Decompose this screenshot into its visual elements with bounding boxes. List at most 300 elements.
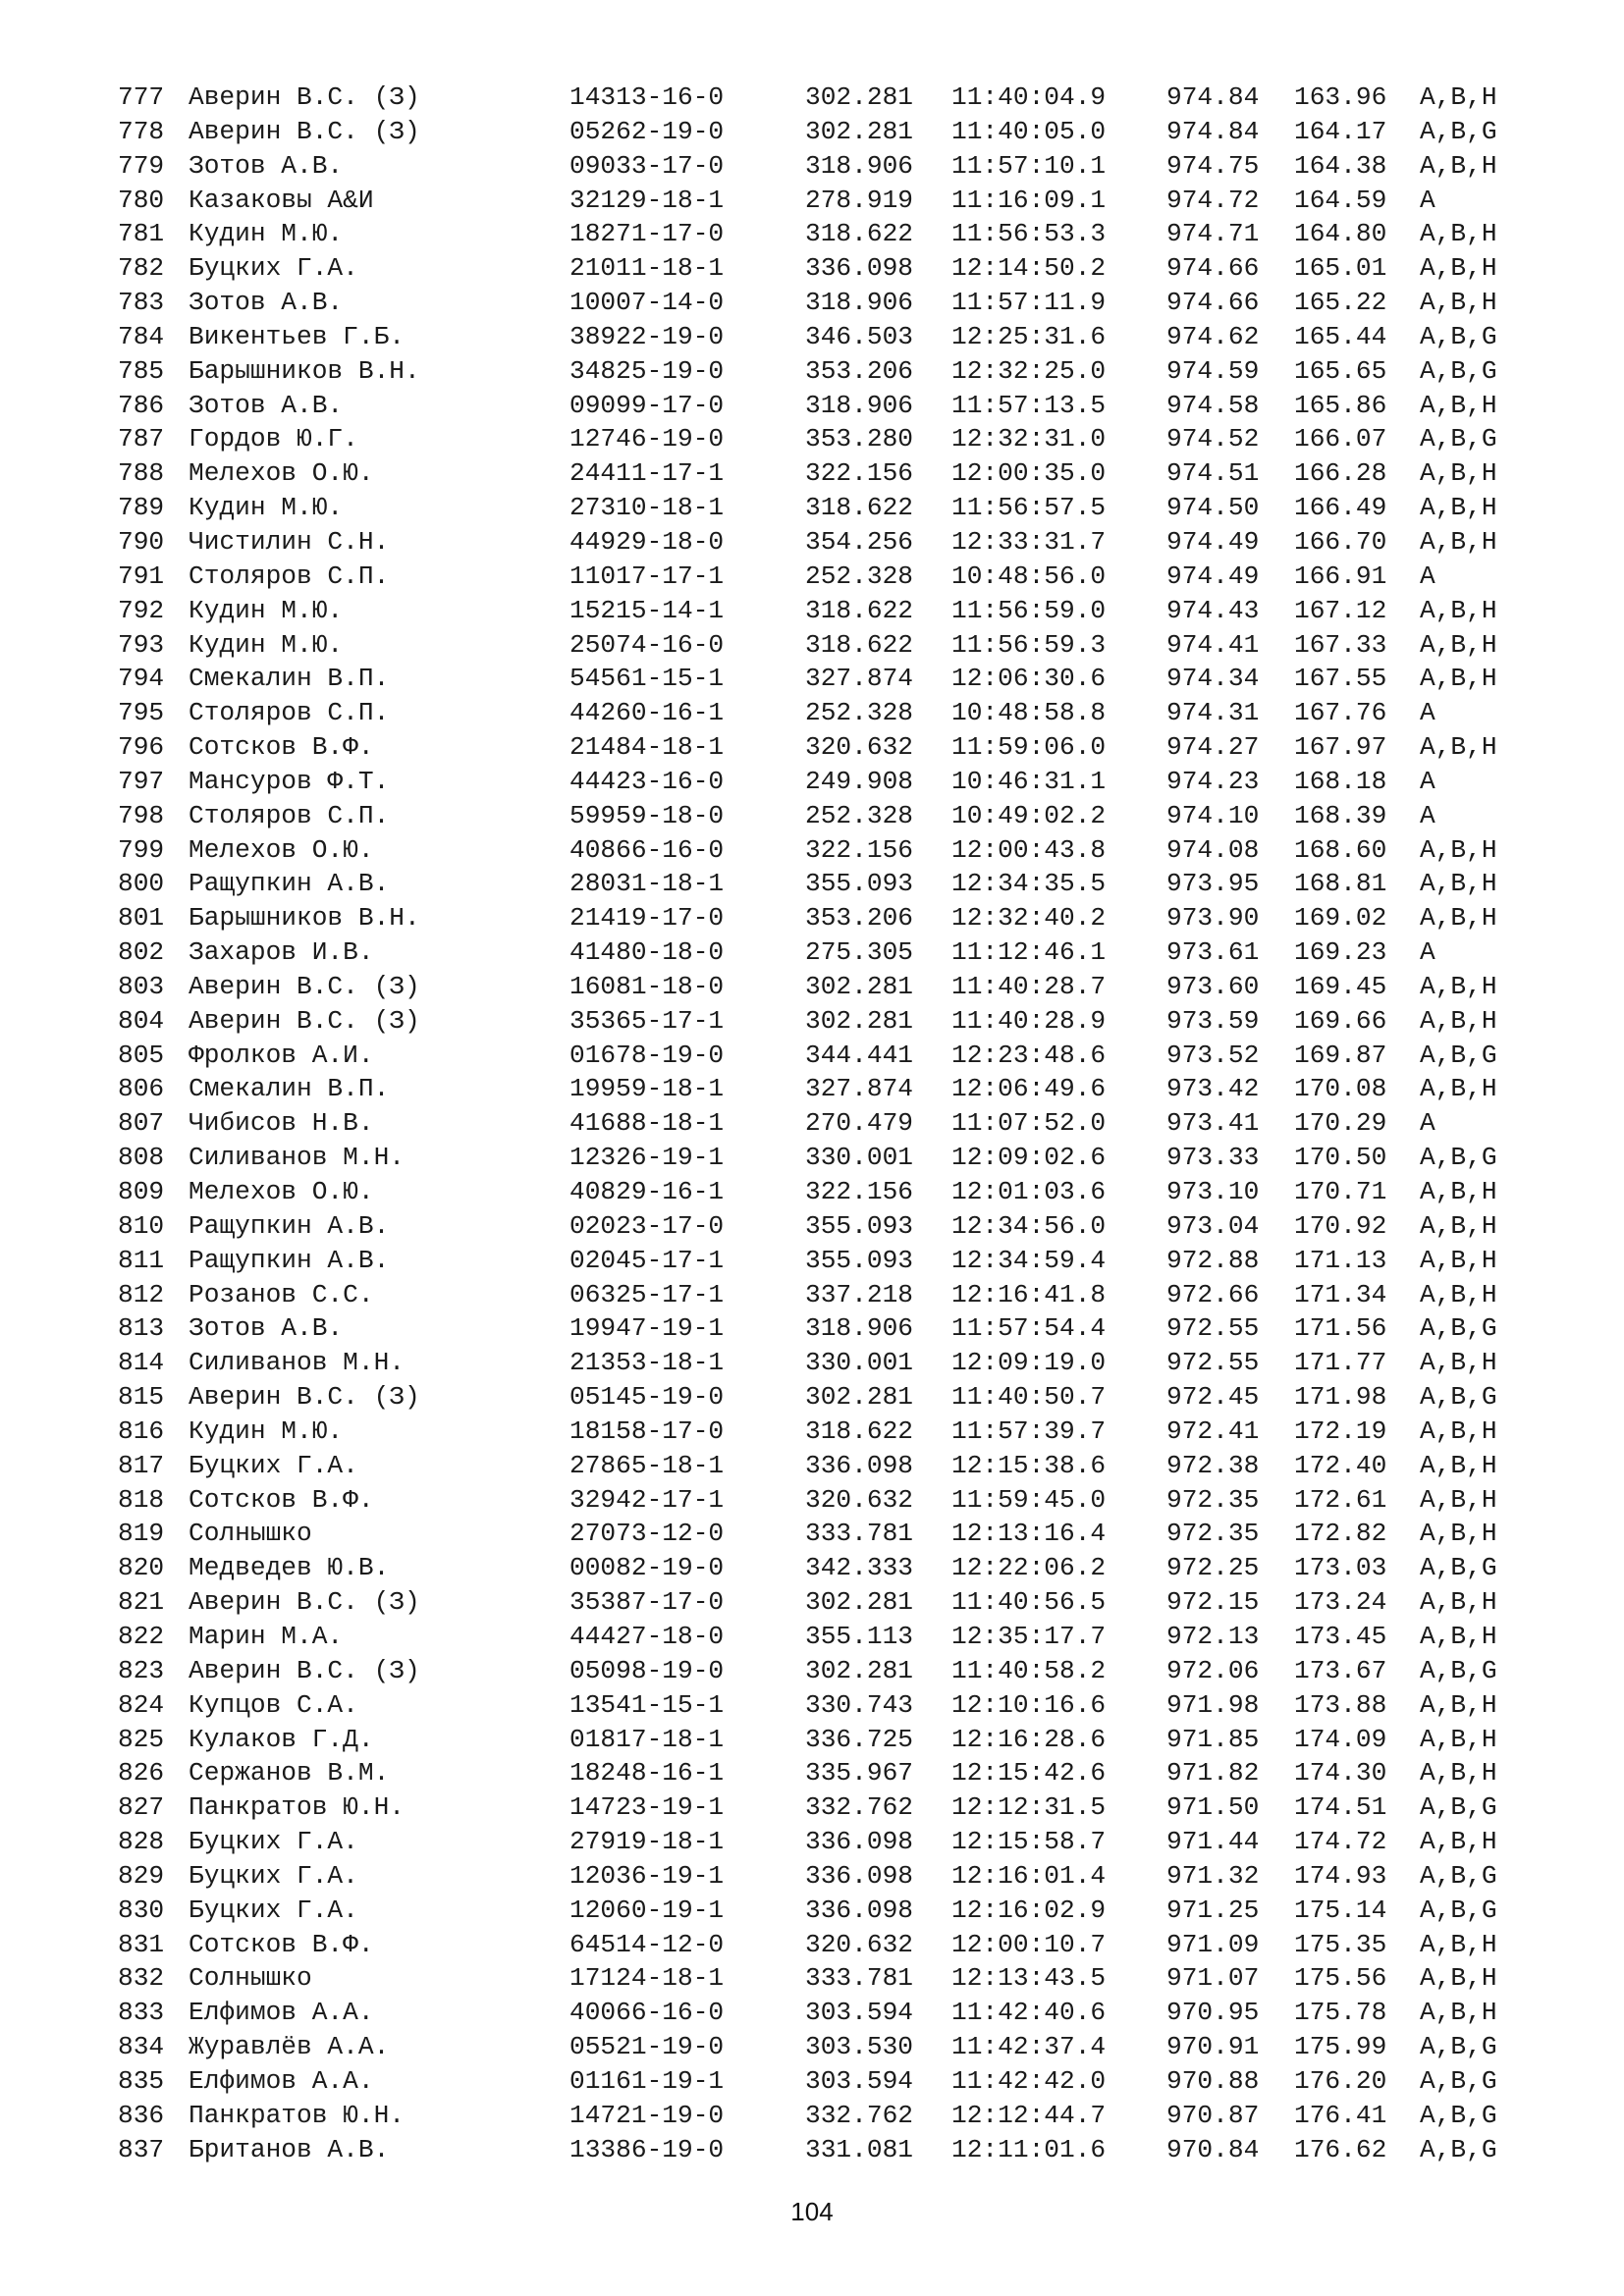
fancier-name: Розанов С.С. xyxy=(189,1279,374,1309)
arrival-time: 12:34:35.5 xyxy=(951,869,1107,899)
fancier-name: Столяров С.П. xyxy=(189,561,390,591)
points: 169.02 xyxy=(1294,903,1387,934)
result-number: 825 xyxy=(118,1724,165,1754)
fancier-name: Кудин М.Ю. xyxy=(189,1415,344,1446)
distance: 330.001 xyxy=(805,1348,914,1378)
speed: 972.66 xyxy=(1166,1279,1260,1309)
fancier-name: Барышников В.Н. xyxy=(189,355,420,386)
result-number: 778 xyxy=(118,116,165,146)
table-row xyxy=(118,1825,1522,1859)
arrival-time: 11:40:28.7 xyxy=(951,971,1107,1001)
classes: A,B,H xyxy=(1420,82,1497,112)
fancier-name: Зотов А.В. xyxy=(189,1313,344,1344)
fancier-name: Солнышко xyxy=(189,1963,312,1994)
fancier-name: Елфимов А.А. xyxy=(189,2065,374,2096)
points: 176.20 xyxy=(1294,2065,1387,2096)
points: 168.60 xyxy=(1294,834,1387,865)
distance: 336.098 xyxy=(805,253,914,284)
distance: 302.281 xyxy=(805,1382,914,1413)
points: 174.09 xyxy=(1294,1724,1387,1754)
fancier-name: Аверин В.С. (З) xyxy=(189,1382,420,1413)
distance: 318.906 xyxy=(805,390,914,420)
classes: A,B,H xyxy=(1420,595,1497,625)
page-number: 104 xyxy=(790,2197,834,2226)
speed: 974.31 xyxy=(1166,698,1260,728)
distance: 335.967 xyxy=(805,1758,914,1789)
result-number: 808 xyxy=(118,1143,165,1173)
speed: 971.07 xyxy=(1166,1963,1260,1994)
points: 167.33 xyxy=(1294,629,1387,660)
result-number: 812 xyxy=(118,1279,165,1309)
ring-number: 06325-17-1 xyxy=(569,1279,725,1309)
result-number: 811 xyxy=(118,1245,165,1275)
distance: 336.098 xyxy=(805,1895,914,1925)
speed: 974.10 xyxy=(1166,800,1260,830)
fancier-name: Аверин В.С. (З) xyxy=(189,1005,420,1036)
result-number: 824 xyxy=(118,1689,165,1720)
speed: 974.72 xyxy=(1166,185,1260,215)
points: 174.72 xyxy=(1294,1827,1387,1857)
table-row xyxy=(118,765,1522,799)
distance: 336.098 xyxy=(805,1860,914,1891)
ring-number: 21484-18-1 xyxy=(569,732,725,763)
ring-number: 44929-18-0 xyxy=(569,526,725,557)
table-row xyxy=(118,217,1522,251)
result-number: 790 xyxy=(118,526,165,557)
distance: 355.093 xyxy=(805,1245,914,1275)
classes: A,B,G xyxy=(1420,355,1497,386)
table-row xyxy=(118,1244,1522,1278)
ring-number: 10007-14-0 xyxy=(569,288,725,318)
fancier-name: Елфимов А.А. xyxy=(189,1998,374,2028)
arrival-time: 11:07:52.0 xyxy=(951,1108,1107,1139)
table-row xyxy=(118,184,1522,218)
classes: A,B,H xyxy=(1420,629,1497,660)
speed: 972.15 xyxy=(1166,1587,1260,1618)
classes: A xyxy=(1420,1108,1435,1139)
arrival-time: 12:16:01.4 xyxy=(951,1860,1107,1891)
arrival-time: 12:15:58.7 xyxy=(951,1827,1107,1857)
table-row xyxy=(118,1175,1522,1209)
ring-number: 00082-19-0 xyxy=(569,1553,725,1583)
result-number: 837 xyxy=(118,2134,165,2164)
table-row xyxy=(118,560,1522,594)
result-number: 780 xyxy=(118,185,165,215)
result-number: 796 xyxy=(118,732,165,763)
points: 164.17 xyxy=(1294,116,1387,146)
table-row xyxy=(118,1346,1522,1380)
classes: A,B,G xyxy=(1420,321,1497,351)
fancier-name: Кудин М.Ю. xyxy=(189,595,344,625)
classes: A,B,G xyxy=(1420,1860,1497,1891)
fancier-name: Мелехов О.Ю. xyxy=(189,1177,374,1206)
speed: 973.95 xyxy=(1166,869,1260,899)
classes: A,B,H xyxy=(1420,1998,1497,2028)
classes: A,B,H xyxy=(1420,1450,1497,1480)
speed: 970.88 xyxy=(1166,2065,1260,2096)
table-row xyxy=(118,354,1522,389)
points: 173.03 xyxy=(1294,1553,1387,1583)
result-number: 815 xyxy=(118,1382,165,1413)
points: 176.41 xyxy=(1294,2100,1387,2130)
ring-number: 19947-19-1 xyxy=(569,1313,725,1344)
speed: 974.59 xyxy=(1166,355,1260,386)
arrival-time: 11:42:42.0 xyxy=(951,2065,1107,2096)
points: 173.45 xyxy=(1294,1621,1387,1651)
speed: 972.88 xyxy=(1166,1245,1260,1275)
ring-number: 28031-18-1 xyxy=(569,869,725,899)
ring-number: 09033-17-0 xyxy=(569,150,725,181)
arrival-time: 12:23:48.6 xyxy=(951,1040,1107,1070)
points: 169.23 xyxy=(1294,937,1387,968)
table-row xyxy=(118,1723,1522,1757)
distance: 355.093 xyxy=(805,869,914,899)
fancier-name: Захаров И.В. xyxy=(189,937,374,968)
fancier-name: Гордов Ю.Г. xyxy=(189,424,358,454)
distance: 344.441 xyxy=(805,1040,914,1070)
ring-number: 14721-19-0 xyxy=(569,2100,725,2130)
ring-number: 12060-19-1 xyxy=(569,1895,725,1925)
arrival-time: 10:46:31.1 xyxy=(951,766,1107,796)
distance: 327.874 xyxy=(805,1074,914,1104)
arrival-time: 12:32:25.0 xyxy=(951,355,1107,386)
fancier-name: Солнышко xyxy=(189,1519,312,1549)
points: 175.35 xyxy=(1294,1929,1387,1959)
speed: 973.52 xyxy=(1166,1040,1260,1070)
table-row xyxy=(118,799,1522,833)
distance: 318.622 xyxy=(805,1415,914,1446)
speed: 974.34 xyxy=(1166,664,1260,694)
ring-number: 32129-18-1 xyxy=(569,185,725,215)
distance: 302.281 xyxy=(805,971,914,1001)
classes: A,B,H xyxy=(1420,1689,1497,1720)
table-row xyxy=(118,935,1522,970)
speed: 972.35 xyxy=(1166,1484,1260,1515)
classes: A,B,H xyxy=(1420,219,1497,249)
distance: 330.001 xyxy=(805,1143,914,1173)
table-row xyxy=(118,525,1522,560)
table-row xyxy=(118,970,1522,1004)
distance: 302.281 xyxy=(805,1655,914,1685)
ring-number: 35365-17-1 xyxy=(569,1005,725,1036)
distance: 318.622 xyxy=(805,219,914,249)
arrival-time: 12:14:50.2 xyxy=(951,253,1107,284)
arrival-time: 12:32:31.0 xyxy=(951,424,1107,454)
classes: A,B,G xyxy=(1420,1143,1497,1173)
ring-number: 21011-18-1 xyxy=(569,253,725,284)
points: 169.66 xyxy=(1294,1005,1387,1036)
classes: A,B,H xyxy=(1420,1963,1497,1994)
ring-number: 18158-17-0 xyxy=(569,1415,725,1446)
arrival-time: 11:40:50.7 xyxy=(951,1382,1107,1413)
arrival-time: 12:13:16.4 xyxy=(951,1519,1107,1549)
distance: 252.328 xyxy=(805,800,914,830)
arrival-time: 10:48:58.8 xyxy=(951,698,1107,728)
ring-number: 41480-18-0 xyxy=(569,937,725,968)
classes: A,B,G xyxy=(1420,1382,1497,1413)
speed: 971.98 xyxy=(1166,1689,1260,1720)
classes: A xyxy=(1420,800,1435,830)
classes: A,B,H xyxy=(1420,1758,1497,1789)
speed: 974.27 xyxy=(1166,732,1260,763)
points: 172.40 xyxy=(1294,1450,1387,1480)
points: 166.91 xyxy=(1294,561,1387,591)
table-row xyxy=(118,1654,1522,1688)
ring-number: 21419-17-0 xyxy=(569,903,725,934)
ring-number: 14313-16-0 xyxy=(569,82,725,112)
classes: A,B,H xyxy=(1420,150,1497,181)
result-number: 834 xyxy=(118,2032,165,2062)
result-number: 826 xyxy=(118,1758,165,1789)
fancier-name: Буцких Г.А. xyxy=(189,253,358,284)
table-row xyxy=(118,80,1522,115)
fancier-name: Мансуров Ф.Т. xyxy=(189,766,390,796)
ring-number: 16081-18-0 xyxy=(569,971,725,1001)
table-row xyxy=(118,1449,1522,1483)
fancier-name: Британов А.В. xyxy=(189,2134,390,2164)
table-row xyxy=(118,594,1522,628)
arrival-time: 12:10:16.6 xyxy=(951,1689,1107,1720)
points: 171.56 xyxy=(1294,1313,1387,1344)
distance: 336.098 xyxy=(805,1450,914,1480)
points: 164.38 xyxy=(1294,150,1387,181)
fancier-name: Чистилин С.Н. xyxy=(189,526,390,557)
classes: A,B,G xyxy=(1420,2032,1497,2062)
classes: A,B,G xyxy=(1420,1895,1497,1925)
speed: 974.84 xyxy=(1166,82,1260,112)
distance: 320.632 xyxy=(805,1484,914,1515)
speed: 973.61 xyxy=(1166,937,1260,968)
classes: A,B,H xyxy=(1420,664,1497,694)
ring-number: 17124-18-1 xyxy=(569,1963,725,1994)
speed: 974.51 xyxy=(1166,458,1260,489)
result-number: 835 xyxy=(118,2065,165,2096)
arrival-time: 12:15:42.6 xyxy=(951,1758,1107,1789)
arrival-time: 12:06:30.6 xyxy=(951,664,1107,694)
points: 174.30 xyxy=(1294,1758,1387,1789)
classes: A,B,H xyxy=(1420,1484,1497,1515)
table-row xyxy=(118,115,1522,149)
arrival-time: 12:16:28.6 xyxy=(951,1724,1107,1754)
result-number: 813 xyxy=(118,1313,165,1344)
arrival-time: 11:57:13.5 xyxy=(951,390,1107,420)
ring-number: 01678-19-0 xyxy=(569,1040,725,1070)
ring-number: 40866-16-0 xyxy=(569,834,725,865)
result-number: 799 xyxy=(118,834,165,865)
table-row xyxy=(118,867,1522,901)
distance: 346.503 xyxy=(805,321,914,351)
speed: 973.10 xyxy=(1166,1177,1260,1206)
distance: 336.098 xyxy=(805,1827,914,1857)
result-number: 801 xyxy=(118,903,165,934)
classes: A,B,H xyxy=(1420,253,1497,284)
speed: 972.38 xyxy=(1166,1450,1260,1480)
fancier-name: Столяров С.П. xyxy=(189,800,390,830)
table-row xyxy=(118,628,1522,663)
classes: A,B,H xyxy=(1420,1415,1497,1446)
classes: A,B,H xyxy=(1420,1074,1497,1104)
result-number: 828 xyxy=(118,1827,165,1857)
arrival-time: 12:13:43.5 xyxy=(951,1963,1107,1994)
speed: 971.85 xyxy=(1166,1724,1260,1754)
fancier-name: Казаковы А&И xyxy=(189,185,374,215)
ring-number: 05521-19-0 xyxy=(569,2032,725,2062)
speed: 971.32 xyxy=(1166,1860,1260,1891)
distance: 337.218 xyxy=(805,1279,914,1309)
result-number: 803 xyxy=(118,971,165,1001)
table-row xyxy=(118,1072,1522,1106)
result-number: 836 xyxy=(118,2100,165,2130)
classes: A,B,H xyxy=(1420,1245,1497,1275)
classes: A,B,H xyxy=(1420,458,1497,489)
table-row xyxy=(118,1585,1522,1620)
result-number: 786 xyxy=(118,390,165,420)
classes: A,B,G xyxy=(1420,116,1497,146)
arrival-time: 12:00:35.0 xyxy=(951,458,1107,489)
speed: 972.13 xyxy=(1166,1621,1260,1651)
classes: A,B,H xyxy=(1420,1005,1497,1036)
speed: 974.84 xyxy=(1166,116,1260,146)
classes: A xyxy=(1420,766,1435,796)
ring-number: 32942-17-1 xyxy=(569,1484,725,1515)
table-row xyxy=(118,696,1522,730)
ring-number: 54561-15-1 xyxy=(569,664,725,694)
speed: 970.95 xyxy=(1166,1998,1260,2028)
arrival-time: 11:57:10.1 xyxy=(951,150,1107,181)
ring-number: 24411-17-1 xyxy=(569,458,725,489)
classes: A,B,G xyxy=(1420,2100,1497,2130)
points: 166.49 xyxy=(1294,493,1387,523)
table-row xyxy=(118,2099,1522,2133)
fancier-name: Кудин М.Ю. xyxy=(189,629,344,660)
result-number: 829 xyxy=(118,1860,165,1891)
result-number: 802 xyxy=(118,937,165,968)
result-number: 817 xyxy=(118,1450,165,1480)
arrival-time: 10:49:02.2 xyxy=(951,800,1107,830)
distance: 320.632 xyxy=(805,732,914,763)
arrival-time: 11:57:39.7 xyxy=(951,1415,1107,1446)
speed: 972.06 xyxy=(1166,1655,1260,1685)
distance: 252.328 xyxy=(805,698,914,728)
result-number: 800 xyxy=(118,869,165,899)
arrival-time: 12:33:31.7 xyxy=(951,526,1107,557)
speed: 974.58 xyxy=(1166,390,1260,420)
table-row xyxy=(118,901,1522,935)
fancier-name: Марин М.А. xyxy=(189,1621,344,1651)
speed: 973.33 xyxy=(1166,1143,1260,1173)
points: 173.24 xyxy=(1294,1587,1387,1618)
ring-number: 44423-16-0 xyxy=(569,766,725,796)
classes: A,B,H xyxy=(1420,1348,1497,1378)
table-row xyxy=(118,286,1522,320)
distance: 318.622 xyxy=(805,595,914,625)
points: 165.65 xyxy=(1294,355,1387,386)
distance: 322.156 xyxy=(805,1177,914,1206)
classes: A,B,G xyxy=(1420,1313,1497,1344)
fancier-name: Сотсков В.Ф. xyxy=(189,1484,374,1515)
result-number: 820 xyxy=(118,1553,165,1583)
fancier-name: Сотсков В.Ф. xyxy=(189,1929,374,1959)
result-number: 787 xyxy=(118,424,165,454)
result-number: 792 xyxy=(118,595,165,625)
fancier-name: Зотов А.В. xyxy=(189,288,344,318)
speed: 974.66 xyxy=(1166,288,1260,318)
fancier-name: Мелехов О.Ю. xyxy=(189,834,374,865)
points: 165.86 xyxy=(1294,390,1387,420)
result-number: 804 xyxy=(118,1005,165,1036)
fancier-name: Зотов А.В. xyxy=(189,390,344,420)
result-number: 821 xyxy=(118,1587,165,1618)
table-row xyxy=(118,833,1522,868)
distance: 249.908 xyxy=(805,766,914,796)
classes: A xyxy=(1420,698,1435,728)
result-number: 818 xyxy=(118,1484,165,1515)
result-number: 797 xyxy=(118,766,165,796)
classes: A,B,G xyxy=(1420,2065,1497,2096)
classes: A,B,H xyxy=(1420,493,1497,523)
fancier-name: Ращупкин А.В. xyxy=(189,1210,390,1241)
table-row xyxy=(118,1209,1522,1244)
arrival-time: 11:40:28.9 xyxy=(951,1005,1107,1036)
fancier-name: Буцких Г.А. xyxy=(189,1895,358,1925)
table-row xyxy=(118,2064,1522,2099)
ring-number: 21353-18-1 xyxy=(569,1348,725,1378)
result-number: 798 xyxy=(118,800,165,830)
ring-number: 18271-17-0 xyxy=(569,219,725,249)
speed: 971.82 xyxy=(1166,1758,1260,1789)
arrival-time: 12:12:31.5 xyxy=(951,1792,1107,1823)
classes: A,B,H xyxy=(1420,288,1497,318)
arrival-time: 12:15:38.6 xyxy=(951,1450,1107,1480)
result-number: 779 xyxy=(118,150,165,181)
points: 170.29 xyxy=(1294,1108,1387,1139)
table-row xyxy=(118,1620,1522,1654)
points: 167.55 xyxy=(1294,664,1387,694)
points: 166.70 xyxy=(1294,526,1387,557)
points: 173.67 xyxy=(1294,1655,1387,1685)
ring-number: 19959-18-1 xyxy=(569,1074,725,1104)
ring-number: 35387-17-0 xyxy=(569,1587,725,1618)
arrival-time: 12:00:10.7 xyxy=(951,1929,1107,1959)
arrival-time: 12:06:49.6 xyxy=(951,1074,1107,1104)
table-row xyxy=(118,422,1522,456)
fancier-name: Сотсков В.Ф. xyxy=(189,732,374,763)
classes: A,B,G xyxy=(1420,2134,1497,2164)
distance: 303.594 xyxy=(805,1998,914,2028)
distance: 327.874 xyxy=(805,664,914,694)
points: 175.56 xyxy=(1294,1963,1387,1994)
distance: 275.305 xyxy=(805,937,914,968)
arrival-time: 11:40:05.0 xyxy=(951,116,1107,146)
arrival-time: 12:00:43.8 xyxy=(951,834,1107,865)
points: 168.81 xyxy=(1294,869,1387,899)
fancier-name: Викентьев Г.Б. xyxy=(189,321,406,351)
classes: A,B,G xyxy=(1420,1040,1497,1070)
fancier-name: Силиванов М.Н. xyxy=(189,1348,406,1378)
ring-number: 59959-18-0 xyxy=(569,800,725,830)
distance: 302.281 xyxy=(805,82,914,112)
fancier-name: Панкратов Ю.Н. xyxy=(189,1792,406,1823)
distance: 302.281 xyxy=(805,116,914,146)
fancier-name: Мелехов О.Ю. xyxy=(189,458,374,489)
distance: 333.781 xyxy=(805,1963,914,1994)
points: 163.96 xyxy=(1294,82,1387,112)
speed: 974.75 xyxy=(1166,150,1260,181)
distance: 354.256 xyxy=(805,526,914,557)
ring-number: 27919-18-1 xyxy=(569,1827,725,1857)
points: 176.62 xyxy=(1294,2134,1387,2164)
speed: 972.25 xyxy=(1166,1553,1260,1583)
